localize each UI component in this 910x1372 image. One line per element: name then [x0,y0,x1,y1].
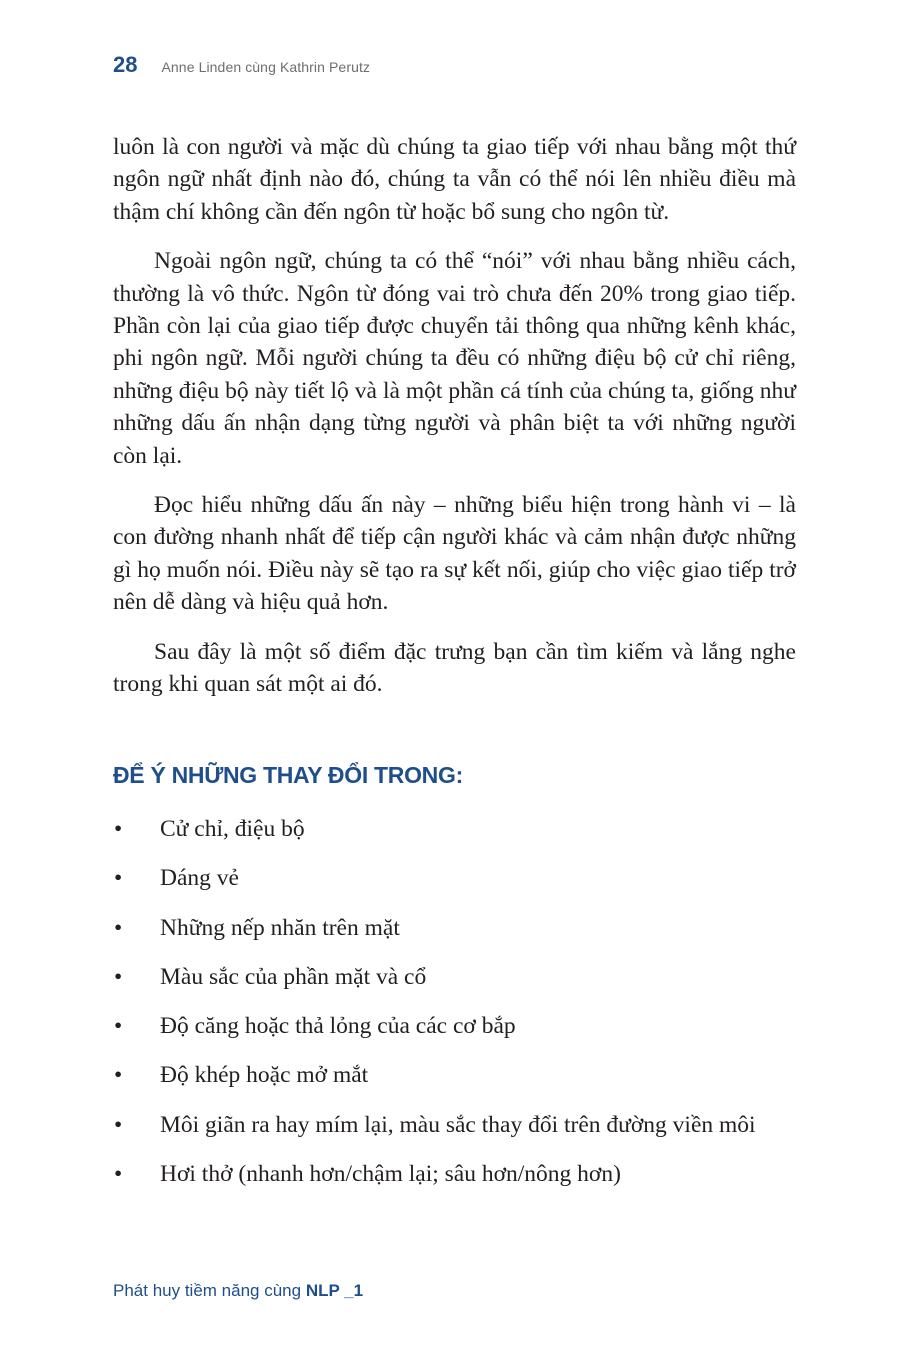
bullet-icon: • [114,1062,123,1089]
bullet-icon: • [114,865,123,892]
list-item-text: Hơi thở (nhanh hơn/chậm lại; sâu hơn/nông hơn) [160,1161,621,1188]
list-item [113,1009,813,1058]
page-header [113,52,370,86]
list-item [113,812,813,861]
paragraph: luôn là con người và mặc dù chúng ta giao tiếp với nhau bằng một thứ ngôn ngữ nhất định nào đó, chúng ta vẫn có thể nói lên nhiều điều mà thậm chí không cần đến ngôn từ hoặc bổ sung cho ngôn từ. [113,134,796,225]
list-item-text: Môi giãn ra hay mím lại, màu sắc thay đổi trên đường viền môi [160,1111,756,1138]
page-footer [113,1281,363,1301]
bullet-icon: • [114,1161,123,1188]
list-item-text: Màu sắc của phần mặt và cổ [160,963,427,990]
list-item [113,1108,813,1157]
paragraph: Sau đây là một số điểm đặc trưng bạn cần tìm kiếm và lắng nghe trong khi quan sát một ai đó. [113,638,796,698]
paragraph: Ngoài ngôn ngữ, chúng ta có thể “nói” với nhau bằng nhiều cách, thường là vô thức. Ngôn từ đóng vai trò chưa đến 20% trong giao tiếp. Phần còn lại của giao tiếp được chuyển tải thông qua những kênh khác, phi ngôn ngữ. Mỗi người chúng ta đều có những điệu bộ cử chỉ riêng, những điệu bộ này tiết lộ và là một phần cá tính của chúng ta, giống như những dấu ấn nhận dạng từng người và phân biệt ta với những người còn lại. [113,248,796,469]
bullet-icon: • [114,816,123,842]
paragraph: Đọc hiểu những dấu ấn này – những biểu hiện trong hành vi – là con đường nhanh nhất để tiếp cận người khác và cảm nhận được những gì họ muốn nói. Điều này sẽ tạo ra sự kết nối, giúp cho việc giao tiếp trở nên dễ dàng và hiệu quả hơn. [113,492,796,616]
running-head-authors: Anne Linden cùng Kathrin Perutz [161,59,371,75]
list-item [113,861,813,910]
section-heading: ĐỂ Ý NHỮNG THAY ĐỔI TRONG: [113,762,463,788]
list-item-text: Độ khép hoặc mở mắt [160,1062,369,1089]
list-item-text: Độ căng hoặc thả lỏng của các cơ bắp [160,1013,516,1040]
bullet-icon: • [114,1013,123,1040]
list-item [113,960,813,1009]
bullet-icon: • [114,1111,123,1138]
list-item [113,1157,813,1206]
bullet-list [113,812,813,1206]
bullet-icon: • [114,963,123,990]
footer-series: NLP _1 [305,1281,364,1300]
footer-book-title: Phát huy tiềm năng cùng [113,1281,302,1300]
list-item-text: Cử chỉ, điệu bộ [160,816,305,842]
bullet-icon: • [114,914,123,941]
list-item [113,1058,813,1107]
list-item [113,911,813,960]
list-item-text: Những nếp nhăn trên mặt [160,914,400,941]
body-text [113,131,796,718]
list-item-text: Dáng vẻ [160,865,239,892]
page-number: 28 [113,52,138,77]
